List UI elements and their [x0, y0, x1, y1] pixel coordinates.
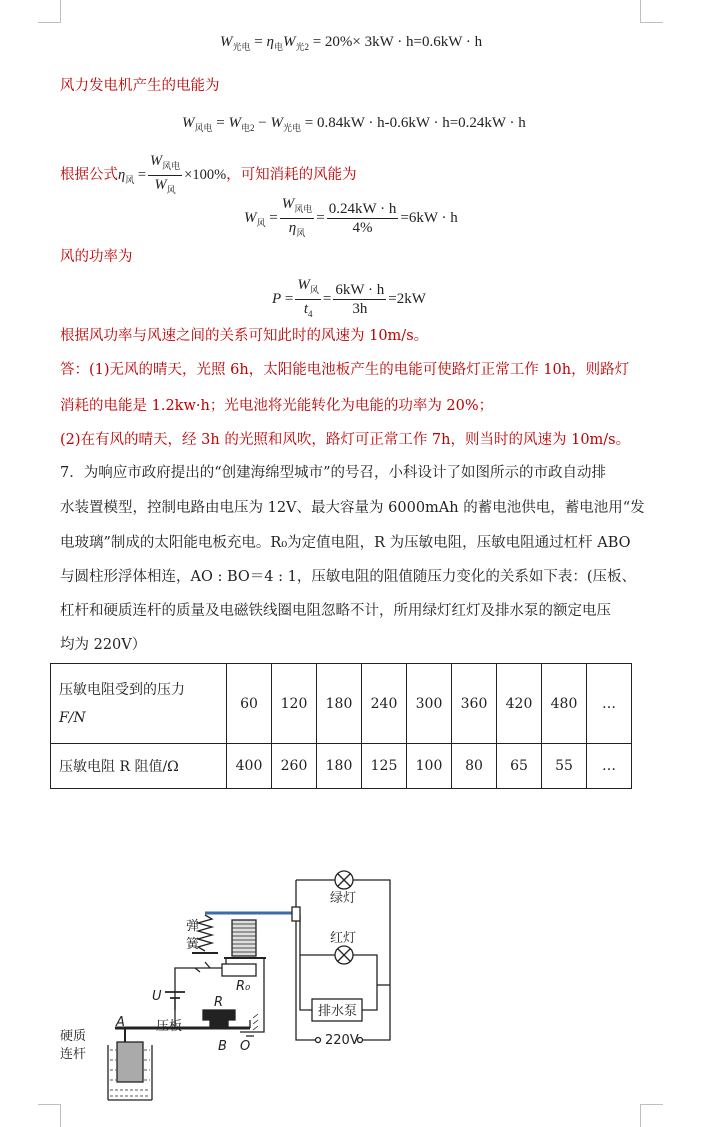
table-cell: 180 [317, 744, 362, 789]
equation-wind-electric: $W_{风电} = W_{电2} - W_{光电} = 0.84kW \cdot h-0.6kW \cdot h=0.24kW \cdot h$ [182, 115, 526, 133]
label-o: O [240, 1039, 251, 1054]
label-press-plate: 压板 [156, 1019, 183, 1034]
label-rod-1: 硬质 [60, 1029, 87, 1044]
question-7-line-5: 杠杆和硬质连杆的质量及电磁铁线圈电阻忽略不计，所用绿灯红灯及排水泵的额定电压 [60, 603, 611, 619]
label-r: R [214, 995, 224, 1010]
text-wind-power-heading: 风的功率为 [60, 249, 133, 265]
table-header-resistance: 压敏电阻 R 阻值/Ω [51, 744, 227, 789]
label-u: U [152, 989, 162, 1004]
label-r0: R₀ [236, 979, 251, 994]
question-7-line-6: 均为 220V） [60, 637, 147, 653]
label-spring-1: 弹 [186, 919, 200, 934]
question-7-line-4: 与圆柱形浮体相连，AO : BO＝4 : 1，压敏电阻的阻值随压力变化的关系如下表：(压板、 [60, 569, 636, 585]
equation-solar-energy: $W_{光电} = \eta_电W_{光2} = 20\%\times 3kW \cdot h=0.6kW \cdot h$ [220, 34, 483, 52]
text-answer-2: (2)在有风的晴天，经 3h 的光照和风吹，路灯可正常工作 7h，则当时的风速为 10m/s。 [60, 432, 631, 448]
table-cell: … [587, 664, 632, 744]
table-cell: 100 [407, 744, 452, 789]
table-cell: 180 [317, 664, 362, 744]
question-7-line-2: 水装置模型，控制电路由电压为 12V、最大容量为 6000mAh 的蓄电池供电，蓄电池用“发 [60, 500, 645, 516]
table-header-force-unit: F/N [59, 709, 86, 726]
label-pump: 排水泵 [318, 1004, 358, 1019]
table-cell: 300 [407, 664, 452, 744]
table-cell: 60 [227, 664, 272, 744]
label-rod-2: 连杆 [60, 1047, 87, 1062]
text-answer-1-line-1: 答：(1)无风的晴天，光照 6h，太阳能电池板产生的电能可使路灯正常工作 10h，则路灯 [60, 362, 630, 378]
label-voltage: 220V [325, 1033, 359, 1048]
text-wind-energy-heading: 风力发电机产生的电能为 [60, 78, 220, 94]
table-cell: 65 [497, 744, 542, 789]
table-cell: 420 [497, 664, 542, 744]
equation-wind-energy: $W_风$ = $\frac{W_{风电}}{\eta_风}$ = $\frac{0.24kW \cdot h}{4\%}$ =6kW · h [244, 196, 458, 238]
question-7-line-1: 7．为响应市政府提出的“创建海绵型城市”的号召，小科设计了如图所示的市政自动排 [60, 465, 607, 481]
table-cell: 55 [542, 744, 587, 789]
table-header-force-label: 压敏电阻受到的压力 [59, 681, 185, 698]
table-cell: 260 [272, 744, 317, 789]
table-cell: 80 [452, 744, 497, 789]
table-cell: 125 [362, 744, 407, 789]
label-a: A [116, 1015, 125, 1030]
equation-wind-power: P = $\frac{W_风}{t_4}$ = $\frac{6kW \cdot h}{3h}$ =2kW [272, 277, 426, 319]
table-cell: 240 [362, 664, 407, 744]
question-7-line-3: 电玻璃”制成的太阳能电板充电。R₀为定值电阻，R 为压敏电阻，压敏电阻通过杠杆 ABO [60, 535, 631, 551]
text-answer-1-line-2: 消耗的电能是 1.2kw·h；光电池将光能转化为电能的功率为 20%； [60, 398, 494, 414]
label-spring-2: 簧 [186, 937, 200, 952]
table-cell: 360 [452, 664, 497, 744]
table-cell: … [587, 744, 632, 789]
label-red-lamp: 红灯 [330, 931, 357, 946]
label-b: B [218, 1039, 227, 1054]
table-cell: 480 [542, 664, 587, 744]
text-formula-line: 根据公式$\eta_风$ = $\frac{W_{风电}}{W_风}$ ×100%，可知消耗的风能为 [60, 153, 357, 195]
label-green-lamp: 绿灯 [330, 891, 357, 906]
table-cell: 400 [227, 744, 272, 789]
text-wind-speed: 根据风功率与风速之间的关系可知此时的风速为 10m/s。 [60, 328, 429, 344]
table-cell: 120 [272, 664, 317, 744]
